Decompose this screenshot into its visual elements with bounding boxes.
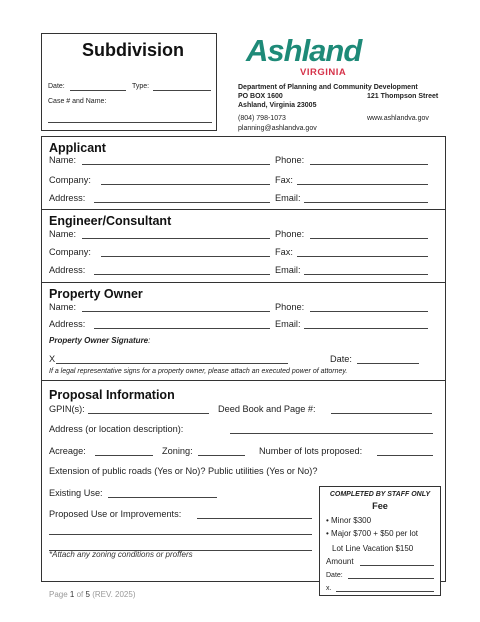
deed-field[interactable] xyxy=(331,413,432,414)
zoning-field[interactable] xyxy=(198,455,245,456)
date-field[interactable] xyxy=(70,90,126,91)
proposal-heading: Proposal Information xyxy=(49,388,175,402)
amount-field[interactable] xyxy=(360,565,434,566)
engineer-company-field[interactable] xyxy=(101,256,270,257)
owner-date-label: Date: xyxy=(330,354,352,364)
fee-item-label: Major $700 + $50 per lot xyxy=(331,529,418,538)
case-label: Case # and Name: xyxy=(48,98,107,105)
engineer-fax-field[interactable] xyxy=(297,256,428,257)
engineer-fax-label: Fax: xyxy=(275,247,293,257)
bullet-icon: • xyxy=(326,529,329,538)
engineer-name-label: Name: xyxy=(49,229,77,239)
type-label: Type: xyxy=(132,83,150,90)
lots-field[interactable] xyxy=(377,455,433,456)
gpin-field[interactable] xyxy=(88,413,209,414)
owner-signature-field[interactable] xyxy=(56,363,288,364)
engineer-name-field[interactable] xyxy=(82,238,270,239)
header-box xyxy=(41,33,217,131)
section-divider xyxy=(41,209,446,210)
owner-signature-x: X xyxy=(49,354,56,364)
dept-po-box: PO BOX 1600 xyxy=(238,93,283,100)
dept-website[interactable]: www.ashlandva.gov xyxy=(367,115,429,122)
applicant-name-label: Name: xyxy=(49,155,77,165)
dept-email[interactable]: planning@ashlandva.gov xyxy=(238,125,317,132)
applicant-fax-label: Fax: xyxy=(275,175,293,185)
page-footer xyxy=(49,590,136,600)
case-field[interactable] xyxy=(48,122,212,123)
engineer-email-field[interactable] xyxy=(304,274,428,275)
engineer-company-label: Company: xyxy=(49,247,91,257)
deed-label: Deed Book and Page #: xyxy=(218,404,316,414)
engineer-heading: Engineer/Consultant xyxy=(49,214,172,228)
dept-name: Department of Planning and Community Development xyxy=(238,84,418,91)
owner-email-label: Email: xyxy=(275,319,301,329)
engineer-address-field[interactable] xyxy=(94,274,270,275)
address-location-label: Address (or location description): xyxy=(49,424,184,434)
applicant-address-label: Address: xyxy=(49,193,86,203)
section-divider xyxy=(41,282,446,283)
existing-use-field[interactable] xyxy=(108,497,217,498)
staff-date-label: Date: xyxy=(326,572,343,579)
proposed-use-field[interactable] xyxy=(197,518,312,519)
gpin-label: GPIN(s): xyxy=(49,404,85,414)
applicant-name-field[interactable] xyxy=(82,164,270,165)
fee-item-major xyxy=(326,529,418,539)
proffers-note: *Attach any zoning conditions or proffers xyxy=(49,550,193,559)
owner-heading: Property Owner xyxy=(49,287,143,301)
engineer-phone-field[interactable] xyxy=(310,238,428,239)
section-divider xyxy=(41,380,446,381)
engineer-email-label: Email: xyxy=(275,265,301,275)
applicant-email-field[interactable] xyxy=(304,202,428,203)
owner-signature-colon: : xyxy=(148,336,151,345)
applicant-phone-field[interactable] xyxy=(310,164,428,165)
owner-name-field[interactable] xyxy=(82,311,270,312)
staff-heading: COMPLETED BY STAFF ONLY xyxy=(329,491,431,498)
acreage-label: Acreage: xyxy=(49,446,86,456)
engineer-phone-label: Phone: xyxy=(275,229,305,239)
staff-date-field[interactable] xyxy=(348,578,434,579)
dept-city: Ashland, Virginia 23005 xyxy=(238,102,317,109)
address-location-field[interactable] xyxy=(230,433,433,434)
applicant-fax-field[interactable] xyxy=(297,184,428,185)
dept-phone: (804) 798-1073 xyxy=(238,115,286,122)
fee-item-minor xyxy=(326,516,371,526)
owner-email-field[interactable] xyxy=(304,328,428,329)
dept-street: 121 Thompson Street xyxy=(367,93,439,100)
page-total: 5 xyxy=(85,590,90,599)
form-title: Subdivision xyxy=(82,40,185,60)
applicant-phone-label: Phone: xyxy=(275,155,305,165)
owner-phone-label: Phone: xyxy=(275,302,305,312)
zoning-label: Zoning: xyxy=(162,446,193,456)
page-prefix: Page xyxy=(49,590,68,599)
proposed-use-field-line2[interactable] xyxy=(49,534,312,535)
proposed-use-label: Proposed Use or Improvements: xyxy=(49,509,182,519)
applicant-company-field[interactable] xyxy=(101,184,270,185)
applicant-email-label: Email: xyxy=(275,193,301,203)
bullet-icon: • xyxy=(326,516,329,525)
fee-label: Fee xyxy=(372,501,388,511)
revision: (REV. 2025) xyxy=(92,590,136,599)
page-of: of xyxy=(76,590,84,599)
fee-item-label: Minor $300 xyxy=(331,516,372,525)
owner-address-field[interactable] xyxy=(94,328,270,329)
owner-note: If a legal representative signs for a property owner, please attach an executed power of attorney. xyxy=(49,368,348,375)
owner-address-label: Address: xyxy=(49,319,86,329)
staff-only-box xyxy=(319,486,441,596)
type-field[interactable] xyxy=(153,90,211,91)
owner-date-field[interactable] xyxy=(357,363,419,364)
owner-signature-text: Property Owner Signature xyxy=(49,336,149,345)
lots-label: Number of lots proposed: xyxy=(259,446,363,456)
logo-wordmark: Ashland xyxy=(246,33,362,68)
applicant-address-field[interactable] xyxy=(94,202,270,203)
amount-label: Amount xyxy=(326,557,354,566)
staff-x-field[interactable] xyxy=(336,591,434,592)
page-number: 1 xyxy=(69,590,75,599)
owner-name-label: Name: xyxy=(49,302,77,312)
lot-line-vacation: Lot Line Vacation $150 xyxy=(332,544,414,553)
owner-phone-field[interactable] xyxy=(310,311,428,312)
applicant-heading: Applicant xyxy=(49,141,106,155)
extension-label: Extension of public roads (Yes or No)? Public utilities (Yes or No)? xyxy=(49,466,318,476)
ashland-logo xyxy=(246,34,366,80)
logo-state: VIRGINIA xyxy=(300,67,347,78)
applicant-company-label: Company: xyxy=(49,175,91,185)
owner-signature-label xyxy=(49,336,150,346)
staff-x-label: x. xyxy=(326,585,332,592)
engineer-address-label: Address: xyxy=(49,265,86,275)
date-label: Date: xyxy=(48,83,65,90)
existing-use-label: Existing Use: xyxy=(49,488,103,498)
acreage-field[interactable] xyxy=(95,455,153,456)
